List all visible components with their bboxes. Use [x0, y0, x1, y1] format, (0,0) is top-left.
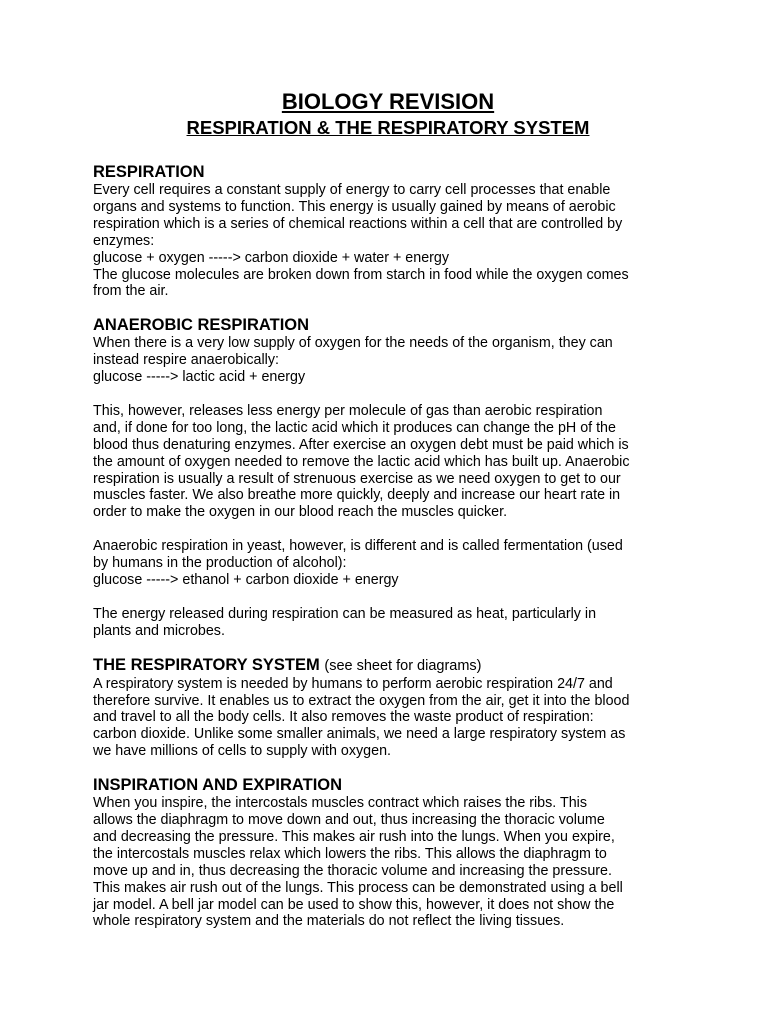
text-line: respiration is usually a result of strenuous exercise as we need oxygen to get to our [93, 470, 621, 487]
text-line: the intercostals muscles relax which lowers the ribs. This allows the diaphragm to [93, 845, 607, 862]
document-subtitle: RESPIRATION & THE RESPIRATORY SYSTEM [186, 117, 590, 138]
section-heading [93, 315, 683, 335]
section-heading-text: INSPIRATION AND EXPIRATION [93, 776, 343, 795]
document-title: BIOLOGY REVISION [281, 89, 495, 114]
section [93, 162, 683, 300]
paragraph [93, 403, 683, 521]
text-line: organs and systems to function. This energy is usually gained by means of aerobic [93, 198, 616, 215]
text-line: muscles faster. We also breathe more quickly, deeply and increase our heart rate in [93, 487, 621, 504]
text-line: Every cell requires a constant supply of energy to carry cell processes that enable [93, 182, 611, 198]
text-line: When there is a very low supply of oxygen for the needs of the organism, they can [93, 335, 613, 352]
text-line: When you inspire, the intercostals muscles contract which raises the ribs. This [93, 795, 587, 812]
text-line: therefore survive. It enables us to extract the oxygen from the air, get it into the blood [93, 692, 630, 709]
document-page [93, 88, 683, 945]
section-heading-text: ANAEROBIC RESPIRATION [93, 316, 310, 335]
text-line: glucose -----> ethanol + carbon dioxide + energy [93, 572, 399, 588]
paragraph [93, 676, 683, 761]
paragraph [93, 538, 683, 589]
section [93, 655, 683, 761]
section-heading [93, 162, 683, 182]
text-line: glucose + oxygen -----> carbon dioxide + water + energy [93, 249, 450, 266]
paragraph [93, 795, 683, 930]
section-heading-text: RESPIRATION [93, 163, 205, 181]
text-line: allows the diaphragm to move down and out, thus increasing the thoracic volume [93, 812, 605, 829]
text-line: and, if done for too long, the lactic acid which it produces can change the pH of the [93, 419, 616, 436]
text-line: the amount of oxygen needed to remove the lactic acid which has built up. Anaerobic [93, 453, 630, 470]
text-line: jar model. A bell jar model can be used to show this, however, it does not show the [93, 896, 615, 913]
text-line: Anaerobic respiration in yeast, however, is different and is called fermentation (used [93, 538, 623, 555]
text-line: carbon dioxide. Unlike some smaller animals, we need a large respiratory system as [93, 726, 626, 743]
document-body [93, 162, 683, 930]
text-line: This, however, releases less energy per molecule of gas than aerobic respiration [93, 402, 603, 419]
text-line: enzymes: [93, 232, 155, 249]
section [93, 775, 683, 930]
text-line: A respiratory system is needed by humans to perform aerobic respiration 24/7 and [93, 675, 613, 692]
section-heading [93, 655, 683, 676]
text-line: The glucose molecules are broken down from starch in food while the oxygen comes [93, 266, 629, 283]
paragraph [93, 606, 683, 640]
text-line: This makes air rush out of the lungs. This process can be demonstrated using a bell [93, 879, 623, 896]
text-line: and decreasing the pressure. This makes air rush into the lungs. When you expire, [93, 828, 615, 845]
section-heading [93, 775, 683, 795]
text-line: by humans in the production of alcohol): [93, 555, 347, 572]
text-line: respiration which is a series of chemical reactions within a cell that are controlled by [93, 215, 623, 232]
text-line: and travel to all the body cells. It also removes the waste product of respiration: [93, 709, 594, 726]
text-line: blood thus denaturing enzymes. After exercise an oxygen debt must be paid which is [93, 436, 629, 453]
section [93, 315, 683, 639]
section-heading-text: THE RESPIRATORY SYSTEM [93, 655, 320, 674]
section-heading-note: (see sheet for diagrams) [324, 657, 482, 674]
text-line: whole respiratory system and the materials do not reflect the living tissues. [93, 913, 565, 930]
text-line: from the air. [93, 283, 169, 300]
text-line: plants and microbes. [93, 622, 225, 639]
text-line: glucose -----> lactic acid + energy [93, 369, 306, 386]
paragraph [93, 335, 683, 386]
text-line: The energy released during respiration can be measured as heat, particularly in [93, 605, 597, 622]
text-line: instead respire anaerobically: [93, 352, 279, 369]
text-line: move up and in, thus decreasing the thoracic volume and increasing the pressure. [93, 862, 612, 879]
paragraph [93, 182, 683, 300]
text-line: order to make the oxygen in our blood reach the muscles quicker. [93, 504, 508, 521]
text-line: we have millions of cells to supply with oxygen. [93, 743, 391, 760]
